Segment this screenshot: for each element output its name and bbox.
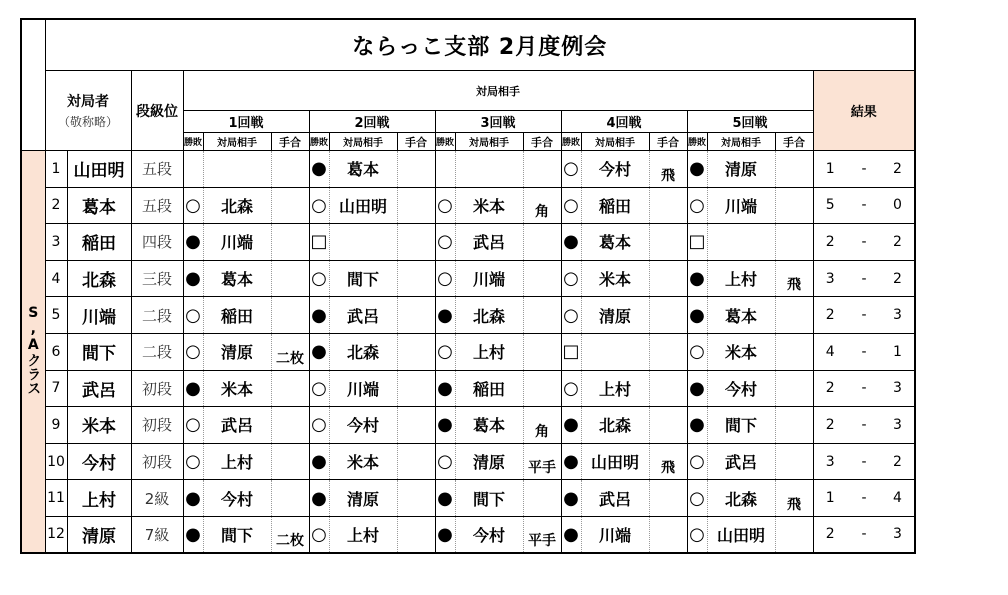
winloss-header: 勝敗 — [687, 133, 707, 151]
opponent-name — [329, 224, 397, 261]
opponent-header: 対局相手 — [707, 133, 775, 151]
opponent-name — [707, 224, 775, 261]
handicap — [775, 370, 813, 407]
player-number: 4 — [45, 260, 67, 297]
opponent-name: 間下 — [455, 480, 523, 517]
result-mark: ○ — [309, 516, 329, 553]
handicap: 角 — [523, 187, 561, 224]
opponent-name: 武呂 — [581, 480, 649, 517]
handicap — [649, 480, 687, 517]
handicap — [523, 297, 561, 334]
handicap — [523, 333, 561, 370]
opponent-name: 山田明 — [707, 516, 775, 553]
opponent-name: 清原 — [329, 480, 397, 517]
result-mark: □ — [687, 224, 707, 261]
result-mark: ● — [183, 480, 203, 517]
wins: 1 — [813, 151, 847, 188]
handicap — [649, 187, 687, 224]
opponent-name: 清原 — [203, 333, 271, 370]
result-mark: ● — [561, 443, 581, 480]
result-mark: ● — [309, 333, 329, 370]
result-header: 結果 — [813, 71, 915, 151]
losses: 3 — [881, 297, 915, 334]
handicap — [271, 370, 309, 407]
score-separator: - — [847, 151, 881, 188]
player-name: 武呂 — [67, 370, 131, 407]
wins: 3 — [813, 443, 847, 480]
opponent-name: 上村 — [329, 516, 397, 553]
opponent-name: 上村 — [455, 333, 523, 370]
player-name: 葛本 — [67, 187, 131, 224]
opponent-name: 米本 — [707, 333, 775, 370]
result-mark: ● — [183, 224, 203, 261]
handicap — [397, 224, 435, 261]
losses: 1 — [881, 333, 915, 370]
player-rank: 五段 — [131, 187, 183, 224]
handicap — [649, 297, 687, 334]
result-mark: ● — [309, 480, 329, 517]
opponent-name: 米本 — [455, 187, 523, 224]
result-mark: ● — [435, 297, 455, 334]
handicap: 飛 — [775, 480, 813, 517]
opponent-name: 今村 — [707, 370, 775, 407]
handicap — [271, 443, 309, 480]
result-mark: ● — [687, 260, 707, 297]
handicap-header: 手合 — [523, 133, 561, 151]
result-mark: ○ — [309, 187, 329, 224]
handicap — [775, 516, 813, 553]
opponent-name: 北森 — [707, 480, 775, 517]
result-mark: ● — [435, 370, 455, 407]
opponent-name: 山田明 — [581, 443, 649, 480]
result-mark: ● — [309, 151, 329, 188]
losses: 3 — [881, 370, 915, 407]
player-rank: 7級 — [131, 516, 183, 553]
round-header-2: 2回戦 — [309, 111, 435, 133]
result-mark: ○ — [561, 370, 581, 407]
handicap: 二枚 — [271, 516, 309, 553]
handicap — [397, 443, 435, 480]
opponent-name: 間下 — [329, 260, 397, 297]
result-mark: ○ — [687, 516, 707, 553]
result-mark: ○ — [183, 407, 203, 444]
player-rank: 初段 — [131, 443, 183, 480]
corner-cell — [21, 19, 45, 71]
player-number: 2 — [45, 187, 67, 224]
player-number: 9 — [45, 407, 67, 444]
wins: 2 — [813, 297, 847, 334]
result-mark: ● — [309, 443, 329, 480]
result-mark: ● — [183, 370, 203, 407]
opponent-name: 北森 — [581, 407, 649, 444]
result-mark — [183, 151, 203, 188]
opponent-name: 武呂 — [455, 224, 523, 261]
player-number: 7 — [45, 370, 67, 407]
winloss-header: 勝敗 — [561, 133, 581, 151]
wins: 2 — [813, 370, 847, 407]
player-rank: 初段 — [131, 407, 183, 444]
player-number: 1 — [45, 151, 67, 188]
player-rank: 初段 — [131, 370, 183, 407]
result-mark: ● — [309, 297, 329, 334]
handicap: 平手 — [523, 516, 561, 553]
class-label — [21, 151, 45, 554]
handicap — [775, 224, 813, 261]
handicap — [397, 516, 435, 553]
opponent-name: 米本 — [581, 260, 649, 297]
handicap — [775, 443, 813, 480]
result-mark: ○ — [435, 224, 455, 261]
player-number: 6 — [45, 333, 67, 370]
table-row — [21, 370, 915, 407]
result-mark: ● — [687, 407, 707, 444]
opponent-name: 川端 — [329, 370, 397, 407]
opponent-name: 今村 — [329, 407, 397, 444]
result-mark: ● — [561, 407, 581, 444]
result-mark: ○ — [435, 260, 455, 297]
opponent-name: 稲田 — [455, 370, 523, 407]
player-number: 12 — [45, 516, 67, 553]
handicap — [649, 260, 687, 297]
opponent-name: 今村 — [203, 480, 271, 517]
handicap — [649, 407, 687, 444]
opponent-name: 山田明 — [329, 187, 397, 224]
opponent-name: 北森 — [203, 187, 271, 224]
player-name: 上村 — [67, 480, 131, 517]
table-row — [21, 297, 915, 334]
opponent-name: 清原 — [455, 443, 523, 480]
table-row — [21, 480, 915, 517]
result-mark: ○ — [561, 151, 581, 188]
opponent-name: 葛本 — [203, 260, 271, 297]
class-label-text: S,Aクラス — [25, 304, 42, 395]
corner-cell-4 — [21, 133, 45, 151]
wins: 5 — [813, 187, 847, 224]
handicap: 平手 — [523, 443, 561, 480]
table-row — [21, 443, 915, 480]
result-mark: ○ — [561, 260, 581, 297]
score-separator: - — [847, 224, 881, 261]
losses: 4 — [881, 480, 915, 517]
handicap-header: 手合 — [271, 133, 309, 151]
result-mark: ● — [561, 224, 581, 261]
opponent-name: 葛本 — [581, 224, 649, 261]
player-name: 間下 — [67, 333, 131, 370]
opponent-name: 上村 — [707, 260, 775, 297]
result-mark: ● — [687, 151, 707, 188]
opponent-name — [581, 333, 649, 370]
corner-cell-2 — [21, 71, 45, 111]
result-mark: ○ — [687, 480, 707, 517]
result-mark: ● — [687, 370, 707, 407]
handicap: 角 — [523, 407, 561, 444]
score-separator: - — [847, 370, 881, 407]
player-rank: 四段 — [131, 224, 183, 261]
player-number: 3 — [45, 224, 67, 261]
wins: 2 — [813, 407, 847, 444]
player-rank: 三段 — [131, 260, 183, 297]
opponent-header: 対局相手 — [581, 133, 649, 151]
player-number: 5 — [45, 297, 67, 334]
opponent-name: 武呂 — [707, 443, 775, 480]
opponent-header: 対局相手 — [203, 133, 271, 151]
handicap — [397, 333, 435, 370]
result-mark: ● — [435, 407, 455, 444]
result-mark: ○ — [687, 187, 707, 224]
opponent-name: 米本 — [203, 370, 271, 407]
score-separator: - — [847, 516, 881, 553]
opponent-name — [455, 151, 523, 188]
handicap — [523, 151, 561, 188]
player-name: 稲田 — [67, 224, 131, 261]
opponents-header: 対局相手 — [183, 71, 813, 111]
handicap — [271, 224, 309, 261]
result-mark: ● — [435, 516, 455, 553]
score-separator: - — [847, 407, 881, 444]
opponent-name: 清原 — [581, 297, 649, 334]
table-row — [21, 407, 915, 444]
player-rank: 二段 — [131, 297, 183, 334]
score-separator: - — [847, 187, 881, 224]
result-mark: ○ — [435, 333, 455, 370]
player-name: 山田明 — [67, 151, 131, 188]
results-table — [20, 18, 916, 554]
result-mark: ○ — [309, 407, 329, 444]
wins: 1 — [813, 480, 847, 517]
opponent-name: 稲田 — [581, 187, 649, 224]
handicap-header: 手合 — [649, 133, 687, 151]
result-mark: ● — [183, 260, 203, 297]
handicap — [271, 151, 309, 188]
opponent-name: 清原 — [707, 151, 775, 188]
handicap — [775, 333, 813, 370]
handicap — [397, 370, 435, 407]
winloss-header: 勝敗 — [435, 133, 455, 151]
player-number: 11 — [45, 480, 67, 517]
score-separator: - — [847, 333, 881, 370]
handicap: 飛 — [649, 151, 687, 188]
opponent-name: 葛本 — [707, 297, 775, 334]
opponent-name: 今村 — [455, 516, 523, 553]
score-separator: - — [847, 443, 881, 480]
result-mark: □ — [561, 333, 581, 370]
result-mark: ○ — [561, 297, 581, 334]
player-name: 今村 — [67, 443, 131, 480]
opponent-name: 間下 — [707, 407, 775, 444]
handicap — [523, 260, 561, 297]
rank-header: 段級位 — [131, 71, 183, 151]
opponent-name: 北森 — [455, 297, 523, 334]
result-mark: ○ — [309, 260, 329, 297]
winloss-header: 勝敗 — [309, 133, 329, 151]
handicap — [649, 370, 687, 407]
result-mark: ○ — [435, 443, 455, 480]
opponent-name: 川端 — [707, 187, 775, 224]
round-header-3: 3回戦 — [435, 111, 561, 133]
handicap — [775, 407, 813, 444]
round-header-4: 4回戦 — [561, 111, 687, 133]
opponent-name: 稲田 — [203, 297, 271, 334]
opponent-name: 米本 — [329, 443, 397, 480]
result-mark: ○ — [183, 187, 203, 224]
handicap — [271, 260, 309, 297]
page-title: ならっこ支部 2月度例会 — [45, 19, 915, 71]
round-header-1: 1回戦 — [183, 111, 309, 133]
opponent-name: 武呂 — [329, 297, 397, 334]
handicap: 飛 — [649, 443, 687, 480]
handicap — [775, 297, 813, 334]
losses: 3 — [881, 516, 915, 553]
player-number: 10 — [45, 443, 67, 480]
player-header-label: 対局者 — [67, 94, 109, 110]
wins: 4 — [813, 333, 847, 370]
wins: 2 — [813, 516, 847, 553]
handicap — [649, 333, 687, 370]
results-sheet — [20, 18, 916, 554]
opponent-name: 葛本 — [329, 151, 397, 188]
handicap: 飛 — [775, 260, 813, 297]
opponent-name: 間下 — [203, 516, 271, 553]
handicap — [775, 187, 813, 224]
handicap — [271, 297, 309, 334]
score-separator: - — [847, 297, 881, 334]
result-mark: ● — [435, 480, 455, 517]
result-mark: ○ — [183, 297, 203, 334]
score-separator: - — [847, 260, 881, 297]
opponent-name: 葛本 — [455, 407, 523, 444]
result-mark — [435, 151, 455, 188]
result-mark: ○ — [687, 333, 707, 370]
losses: 2 — [881, 260, 915, 297]
player-name: 清原 — [67, 516, 131, 553]
result-mark: ○ — [561, 187, 581, 224]
losses: 2 — [881, 151, 915, 188]
handicap — [397, 297, 435, 334]
player-name: 米本 — [67, 407, 131, 444]
result-mark: □ — [309, 224, 329, 261]
handicap-header: 手合 — [775, 133, 813, 151]
table-row — [21, 224, 915, 261]
handicap — [397, 480, 435, 517]
opponent-name: 川端 — [455, 260, 523, 297]
handicap — [523, 370, 561, 407]
losses: 3 — [881, 407, 915, 444]
opponent-name — [203, 151, 271, 188]
table-row — [21, 333, 915, 370]
opponent-name: 武呂 — [203, 407, 271, 444]
opponent-header: 対局相手 — [329, 133, 397, 151]
opponent-name: 今村 — [581, 151, 649, 188]
handicap — [523, 480, 561, 517]
handicap — [397, 151, 435, 188]
opponent-name: 北森 — [329, 333, 397, 370]
result-mark: ○ — [183, 333, 203, 370]
result-mark: ● — [561, 480, 581, 517]
table-row — [21, 187, 915, 224]
handicap — [775, 151, 813, 188]
handicap — [271, 480, 309, 517]
handicap — [397, 407, 435, 444]
losses: 2 — [881, 224, 915, 261]
handicap: 二枚 — [271, 333, 309, 370]
corner-cell-3 — [21, 111, 45, 133]
handicap — [271, 407, 309, 444]
opponent-name: 上村 — [203, 443, 271, 480]
opponent-name: 川端 — [203, 224, 271, 261]
table-row — [21, 151, 915, 188]
player-name: 北森 — [67, 260, 131, 297]
result-mark: ● — [183, 516, 203, 553]
opponent-name: 川端 — [581, 516, 649, 553]
winloss-header: 勝敗 — [183, 133, 203, 151]
player-rank: 二段 — [131, 333, 183, 370]
result-mark: ○ — [183, 443, 203, 480]
wins: 3 — [813, 260, 847, 297]
handicap — [649, 224, 687, 261]
score-separator: - — [847, 480, 881, 517]
handicap — [271, 187, 309, 224]
result-mark: ○ — [435, 187, 455, 224]
player-rank: 五段 — [131, 151, 183, 188]
handicap — [649, 516, 687, 553]
handicap — [523, 224, 561, 261]
table-row — [21, 516, 915, 553]
player-header — [45, 71, 131, 151]
player-name: 川端 — [67, 297, 131, 334]
handicap — [397, 260, 435, 297]
handicap-header: 手合 — [397, 133, 435, 151]
result-mark: ● — [561, 516, 581, 553]
losses: 2 — [881, 443, 915, 480]
table-row — [21, 260, 915, 297]
player-rank: 2級 — [131, 480, 183, 517]
round-header-5: 5回戦 — [687, 111, 813, 133]
losses: 0 — [881, 187, 915, 224]
opponent-name: 上村 — [581, 370, 649, 407]
opponent-header: 対局相手 — [455, 133, 523, 151]
handicap — [397, 187, 435, 224]
result-mark: ● — [687, 297, 707, 334]
result-mark: ○ — [687, 443, 707, 480]
wins: 2 — [813, 224, 847, 261]
player-header-note: （敬称略） — [57, 115, 118, 129]
result-mark: ○ — [309, 370, 329, 407]
